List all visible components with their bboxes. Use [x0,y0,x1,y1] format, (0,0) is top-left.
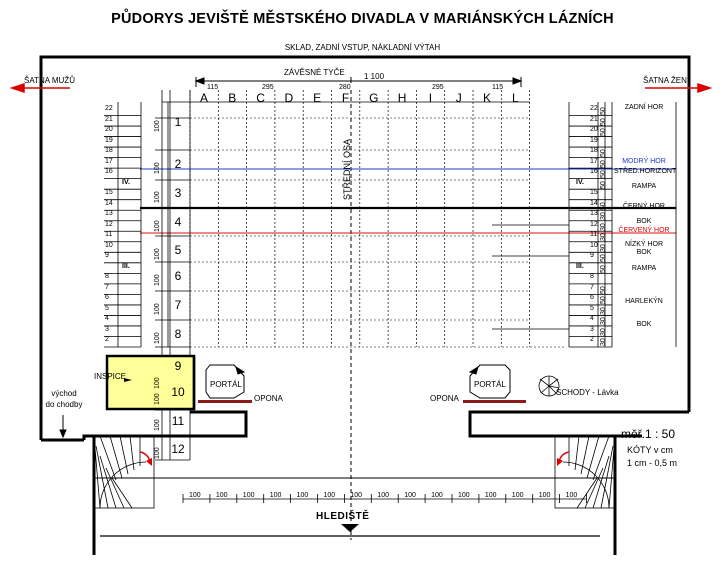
right-rail-dim: 30 [600,222,607,231]
row-depth-label: 100 [154,191,161,203]
bottom-dim-label: 100 [323,492,336,499]
right-rail-number: 13 [590,210,598,218]
right-rail-dim: 30 [600,307,607,315]
left-rail-number: III. [122,262,130,270]
right-rail-dim: 50 [600,180,607,189]
scale-title: měř.1 : 50 [621,427,676,441]
right-rail-dim: 30 [600,317,607,326]
right-rail-dim: 50 [600,286,607,294]
scale-ratio: 1 cm - 0,5 m [627,458,678,468]
right-rail-dim: 30 [600,243,607,252]
bottom-dim-label: 100 [565,492,578,499]
right-rail-number: 2 [590,336,594,344]
right-rail-dim: 30 [600,212,607,221]
right-rail-dim: 30 [600,328,607,336]
right-rail-number: 4 [590,315,594,323]
column-label-i: I [428,91,433,105]
right-rail-dim: 50 [600,117,607,126]
column-label-d: D [284,91,294,105]
left-rail-number: 7 [105,283,109,291]
right-rail-number: III. [576,262,584,270]
right-rail-number: 3 [590,325,594,333]
stairs-right [555,436,615,508]
bottom-dim-label: 100 [377,492,389,499]
stairs-label: SCHODY - Lávka [556,388,619,397]
row-depth-label: 100 [154,248,161,260]
left-rail-number: 9 [105,252,109,260]
left-rail-number: 19 [105,136,113,144]
opona-right-label: OPONA [430,394,459,403]
right-rail-number: 15 [590,189,598,197]
row-label-10: 10 [171,385,185,399]
right-rail-number: 17 [590,157,598,165]
center-axis-label: STŘEDNÍ OSA [342,138,352,200]
batten-dim-5: 115 [492,84,504,91]
right-rail-dim: 50 [600,254,607,263]
exit-arrow-right [645,84,710,92]
right-rail-dim: 50 [600,149,607,158]
left-rail-number: 4 [105,315,109,323]
row-label-9: 9 [174,359,182,373]
right-rail-label: RAMPA [631,183,657,190]
right-rail-number: 18 [590,147,598,155]
column-label-a: A [199,91,208,105]
left-rail-number: 8 [105,273,109,281]
bottom-dim-label: 100 [511,492,524,499]
side-marks [492,225,569,329]
row-depth-label: 100 [154,303,161,315]
bottom-dim-label: 100 [404,492,416,499]
row-depth-label: 100 [154,274,161,286]
right-rail-dim: 50 [600,296,607,305]
column-label-f: F [341,91,350,105]
portal-left-label: PORTÁL [210,380,242,389]
batten-dim-2: 295 [262,84,274,91]
right-rail-label: BOK [636,249,652,256]
bottom-dim-label: 100 [296,492,309,499]
right-rail-number: 20 [590,126,598,134]
inspice-label: INSPICE [94,372,127,381]
opona-right [463,400,526,403]
column-label-l: L [511,91,519,105]
bottom-dim-label: 100 [269,492,282,499]
right-rail-number: 6 [590,294,594,302]
left-rail-number: 21 [105,115,113,123]
row-label-1: 1 [174,115,182,129]
bottom-dim-label: 100 [484,492,497,499]
right-rail-number: 22 [590,105,598,112]
left-rail-number: 22 [105,105,113,112]
right-rail-label: ZADNÍ HOR [624,104,664,111]
column-label-b: B [228,91,237,105]
row-depth-label: 100 [154,377,161,389]
row-label-7: 7 [174,298,182,312]
right-rail-label: ČERVENÝ HOR [618,227,670,234]
exit-right-label: ŠATNA ŽEN [643,76,687,85]
right-rail-label: ČERNÝ HOR [622,203,665,210]
row-label-8: 8 [174,327,182,341]
bottom-dim-label: 100 [538,492,551,499]
right-rail-dim: 50 [600,128,607,137]
right-rail-number: 19 [590,136,598,144]
opona-left [198,400,252,403]
row-depth-label: 100 [154,162,161,174]
right-rail-label: BOK [636,321,652,328]
right-rail-number: 21 [590,115,598,123]
batten-dim-4: 295 [432,84,444,91]
right-rail-dim: 50 [600,107,607,115]
left-rail-number: 18 [105,147,113,155]
row-depth-label: 100 [154,393,161,405]
right-rail-number: 10 [590,241,598,249]
left-rail-number: 17 [105,157,113,165]
right-rail-label: BOK [636,218,652,225]
row-depth-label: 100 [154,419,161,431]
battens-total: 1 100 [364,72,385,81]
battens-label: ZÁVĚSNÉ TYČE [284,68,345,77]
right-rail-number: 14 [590,199,598,207]
right-rail-label: HARLEKÝN [625,298,663,305]
left-rail-number: 15 [105,189,113,197]
row-label-2: 2 [174,157,182,171]
right-rail-label: STŘED.HORIZONT [614,168,677,175]
left-rail-number: 11 [105,231,113,239]
column-label-g: G [369,91,379,105]
column-label-e: E [313,91,322,105]
bottom-dim-label: 100 [215,492,228,499]
column-label-j: J [455,91,462,105]
left-rail-number: 12 [105,220,113,228]
left-rail-number: 3 [105,325,109,333]
left-rail-number: 16 [105,168,113,176]
auditorium-arrow [341,524,359,532]
left-rail-number: 6 [105,294,109,302]
column-label-h: H [397,91,407,105]
column-label-k: K [482,91,491,105]
right-rail-dim: 50 [600,170,607,179]
left-rail-number: IV. [122,178,130,186]
bottom-dim-label: 100 [350,492,363,499]
batten-dimension [196,77,521,87]
row-label-3: 3 [174,186,182,200]
right-rail-label: MODRÝ HOR [622,158,666,165]
left-rail-number: 5 [105,304,109,312]
right-rail-number: 5 [590,304,594,312]
row-label-4: 4 [174,215,182,229]
right-rail-number: 7 [590,283,594,291]
exit-corridor-arrow [60,415,66,437]
bottom-dim-label: 100 [189,492,201,499]
right-rail-dim: 30 [600,233,607,242]
batten-dim-1: 115 [207,84,219,91]
row-label-11: 11 [171,414,185,428]
right-rail-dim: 50 [600,201,607,210]
row-label-5: 5 [174,243,182,257]
right-rail-number: IV. [576,178,584,186]
opona-left-label: OPONA [254,394,283,403]
left-rail-number: 10 [105,241,113,249]
right-rail-number: 12 [590,220,598,228]
row-label-6: 6 [174,269,182,283]
page-title: PŮDORYS JEVIŠTĚ MĚSTSKÉHO DIVADLA V MARIÁNSKÝCH LÁZNÍCH [111,11,614,27]
right-rail-label: NÍZKÝ HOR [624,241,664,248]
right-rail-number: 8 [590,273,594,281]
left-rail-number: 13 [105,210,113,218]
left-rail-number: 20 [105,126,113,134]
back-wall-note: SKLAD, ZADNÍ VSTUP, NÁKLADNÍ VÝTAH [284,43,441,52]
column-label-c: C [256,91,265,105]
bottom-dim-label: 100 [458,492,470,499]
exit-corridor-line1: východ [51,389,77,398]
right-rail-label: RAMPA [631,265,657,272]
right-rail-number: 11 [590,231,598,239]
scale-units: KÓTY v cm [627,445,673,455]
left-rail-number: 14 [105,199,113,207]
auditorium-label: HLEDIŠTĚ [316,511,370,522]
stairs-left [94,436,154,508]
right-rail-dim: 50 [600,265,607,273]
right-rail-number: 9 [590,252,594,260]
row-depth-label: 100 [154,332,161,344]
batten-dim-3: 280 [339,84,351,91]
row-depth-label: 100 [154,120,161,132]
left-rail-number: 2 [105,336,109,344]
row-depth-label: 100 [154,447,161,459]
portal-right-label: PORTÁL [474,380,506,389]
row-label-12: 12 [171,442,185,456]
bottom-dim-label: 100 [242,492,255,499]
row-depth-label: 100 [154,220,161,232]
exit-corridor-line2: do chodby [45,400,83,409]
right-rail-number: 16 [590,168,598,176]
bottom-dim-label: 100 [431,492,443,499]
right-rail-dim: 50 [600,159,607,168]
exit-left-label: ŠATNA MUŽŮ [24,76,75,85]
right-rail-dim: 30 [600,338,607,347]
